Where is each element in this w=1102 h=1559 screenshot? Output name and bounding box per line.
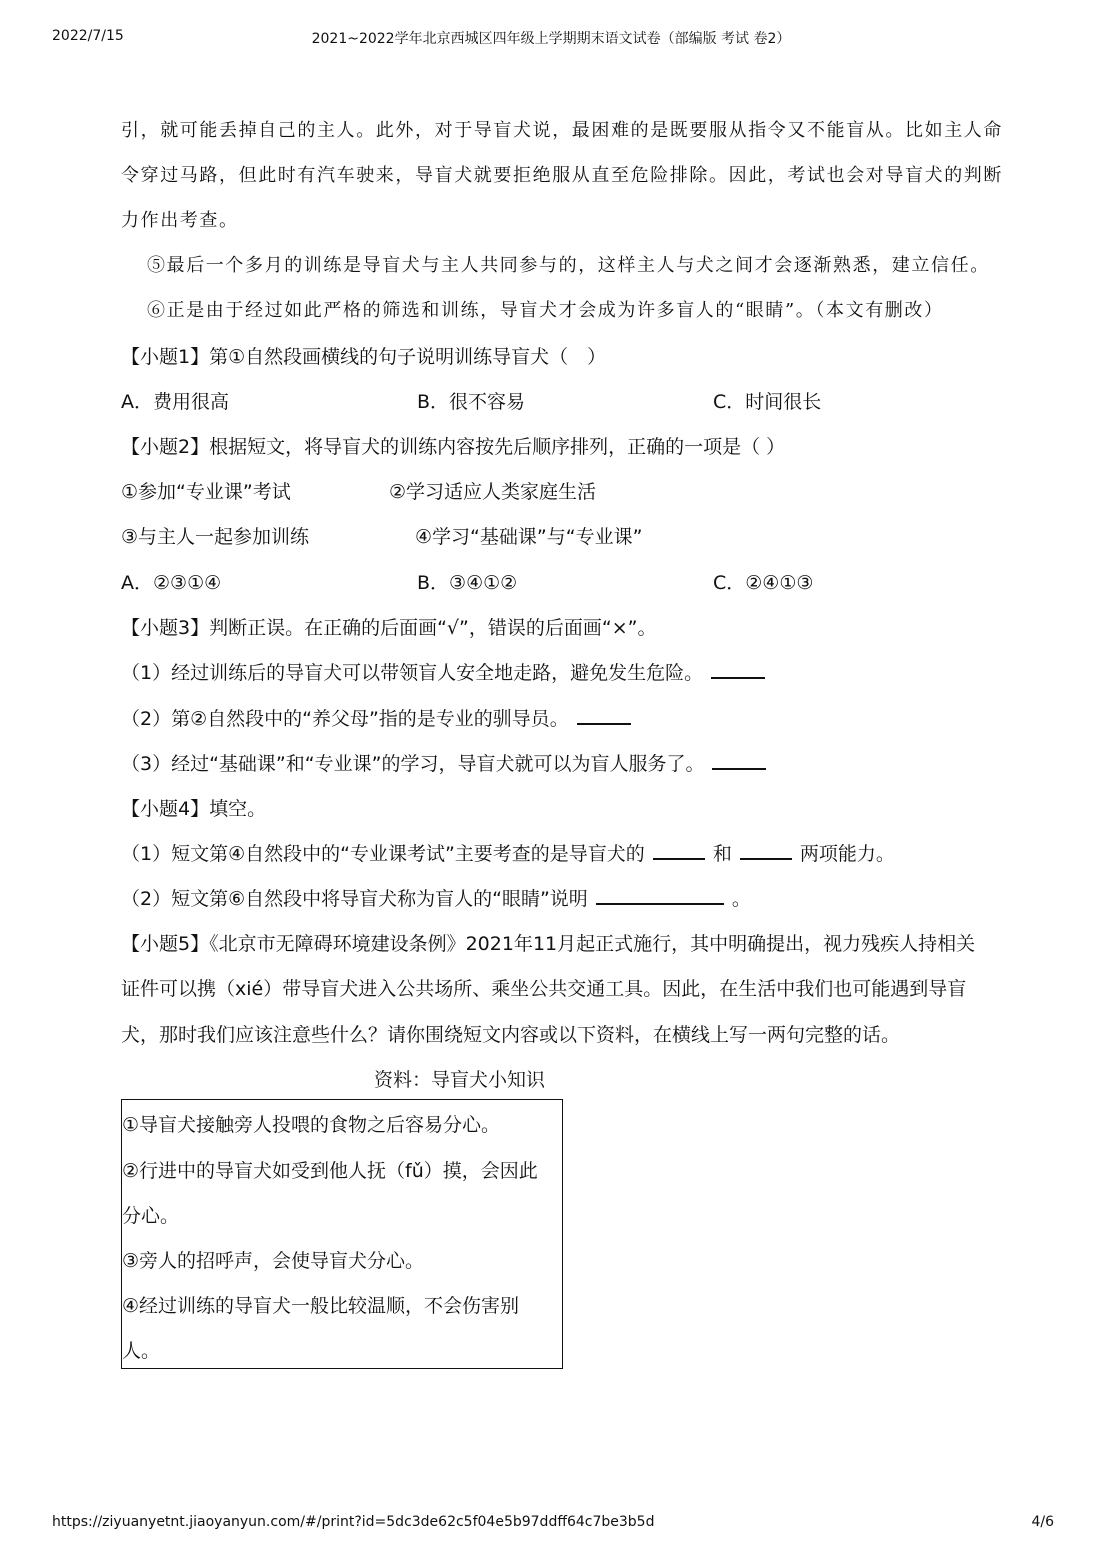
passage-line: 力作出考查。 [121, 210, 239, 231]
answer-blank[interactable] [740, 840, 792, 860]
question-2-option-c: C．②④①③ [713, 572, 814, 594]
question-2-item: ④学习“基础课”与“专业课” [415, 526, 643, 548]
material-line: ③旁人的招呼声，会使导盲犬分心。 [122, 1250, 425, 1272]
question-3-item-1 [121, 658, 773, 685]
question-5-line: 【小题5】《北京市无障碍环境建设条例》2021年11月起正式施行，其中明确提出，视力残疾人持相关 [121, 933, 976, 955]
question-3-item-3-text: （3）经过“基础课”和“专业课”的学习，导盲犬就可以为盲人服务了。 [121, 753, 705, 775]
question-4-item-2-text: （2）短文第⑥自然段中将导盲犬称为盲人的“眼睛”说明 [121, 888, 588, 910]
answer-blank[interactable] [712, 750, 766, 770]
question-1-option-b: B．很不容易 [417, 391, 526, 413]
question-1-option-a: A．费用很高 [121, 391, 229, 413]
question-3-item-1-text: （1）经过训练后的导盲犬可以带领盲人安全地走路，避免发生危险。 [121, 662, 704, 684]
question-4-item-1-tail: 两项能力。 [799, 843, 895, 865]
question-2-stem: 【小题2】根据短文，将导盲犬的训练内容按先后顺序排列，正确的一项是（ ） [121, 436, 786, 458]
passage-line: 令穿过马路，但此时有汽车驶来，导盲犬就要拒绝服从直至危险排除。因此，考试也会对导盲犬的判断 [121, 165, 1003, 186]
material-box [121, 1099, 563, 1369]
question-2-item: ②学习适应人类家庭生活 [389, 481, 597, 503]
question-1-option-c: C．时间很长 [713, 391, 822, 413]
question-3-item-2 [121, 704, 639, 731]
question-5-line: 证件可以携（xié）带导盲犬进入公共场所、乘坐公共交通工具。因此，在生活中我们也可能遇到导盲 [121, 978, 967, 1000]
question-2-option-a: A．②③①④ [121, 572, 222, 594]
question-1-stem: 【小题1】第①自然段画横线的句子说明训练导盲犬（ ） [121, 346, 607, 368]
material-line: 人。 [122, 1340, 161, 1362]
question-3-item-2-text: （2）第②自然段中的“养父母”指的是专业的驯导员。 [121, 708, 569, 730]
question-2-item: ③与主人一起参加训练 [121, 526, 310, 548]
material-box-title: 资料：导盲犬小知识 [374, 1069, 546, 1091]
question-4-item-1-text: （1）短文第④自然段中的“专业课考试”主要考查的是导盲犬的 [121, 843, 645, 865]
question-4-item-2-tail: 。 [731, 888, 751, 910]
material-line: ①导盲犬接触旁人投喂的食物之后容易分心。 [122, 1114, 501, 1136]
passage-paragraph-6: ⑥正是由于经过如此严格的筛选和训练，导盲犬才会成为许多盲人的“眼睛”。（本文有删改） [147, 300, 944, 321]
material-line: ②行进中的导盲犬如受到他人抚（fǔ）摸，会因此 [122, 1160, 538, 1182]
question-2-option-b: B．③④①② [417, 572, 518, 594]
material-line: ④经过训练的导盲犬一般比较温顺，不会伤害别 [122, 1295, 520, 1317]
question-4-item-2 [121, 884, 751, 911]
footer-page-number: 4/6 [1031, 1514, 1054, 1530]
answer-blank[interactable] [711, 659, 765, 679]
answer-blank[interactable] [596, 885, 724, 905]
question-4-stem: 【小题4】填空。 [121, 798, 267, 820]
question-4-conjunction: 和 [712, 843, 732, 865]
passage-line: 引，就可能丢掉自己的主人。此外，对于导盲犬说，最困难的是既要服从指令又不能盲从。比如主人命 [121, 120, 1003, 141]
answer-blank[interactable] [577, 705, 631, 725]
question-3-item-3 [121, 749, 774, 776]
answer-blank[interactable] [653, 840, 705, 860]
question-4-item-1 [121, 839, 895, 866]
question-3-stem: 【小题3】判断正误。在正确的后面画“√”，错误的后面画“×”。 [121, 617, 657, 639]
footer-url: https://ziyuanyetnt.jiaoyanyun.com/#/print?id=5dc3de62c5f04e5b97ddff64c7be3b5d [52, 1514, 655, 1530]
question-2-item: ①参加“专业课”考试 [121, 481, 291, 503]
header-title: 2021~2022学年北京西城区四年级上学期期末语文试卷（部编版 考试 卷2） [311, 31, 791, 47]
question-5-line: 犬，那时我们应该注意些什么？请你围绕短文内容或以下资料，在横线上写一两句完整的话。 [121, 1024, 901, 1046]
header-date: 2022/7/15 [52, 28, 124, 44]
material-line: 分心。 [122, 1205, 180, 1227]
passage-paragraph-5: ⑤最后一个多月的训练是导盲犬与主人共同参与的，这样主人与犬之间才会逐渐熟悉，建立信任。 [147, 255, 990, 276]
